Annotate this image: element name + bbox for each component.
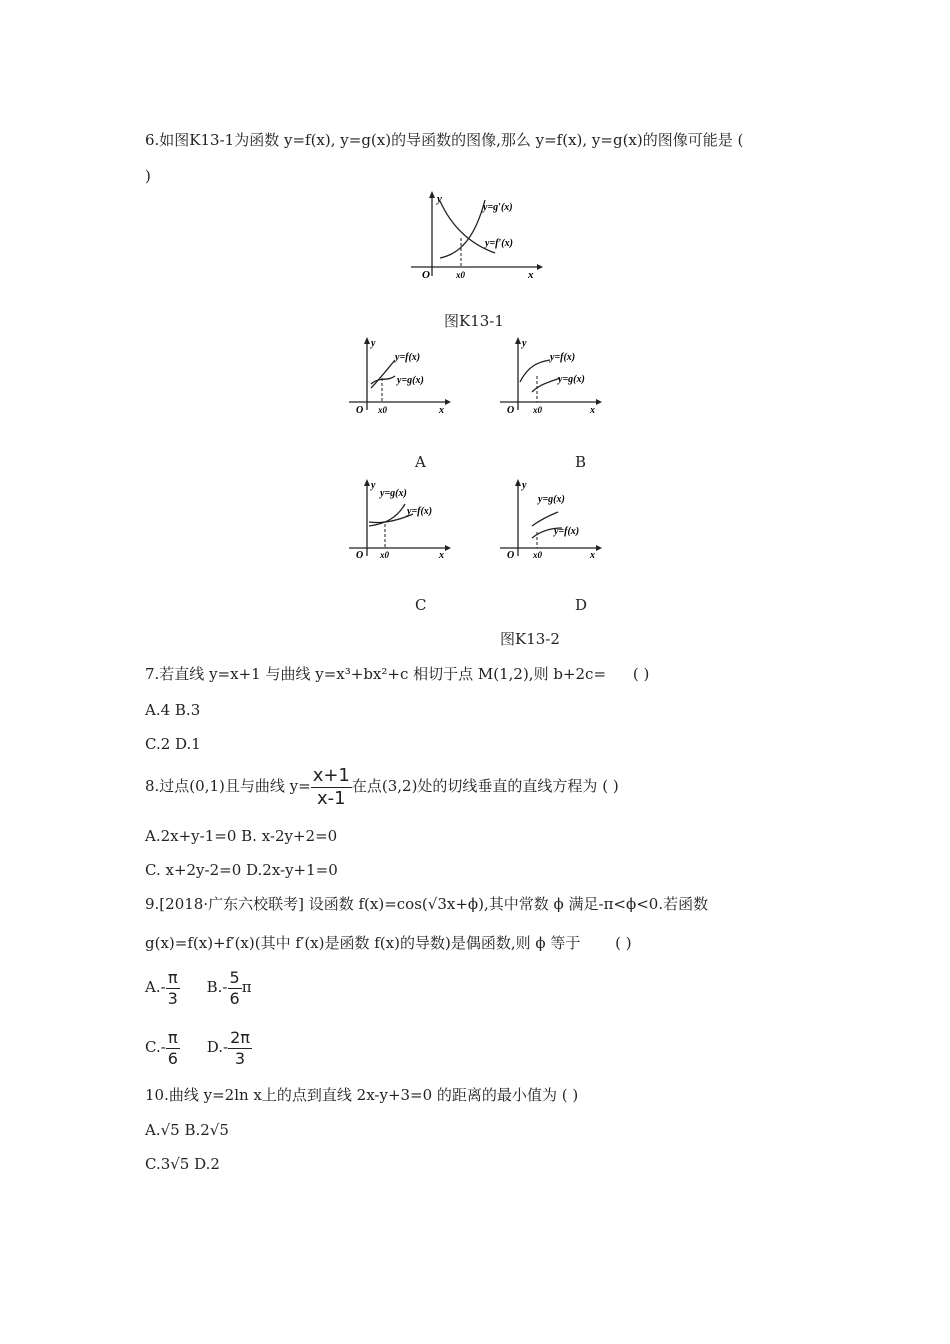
option-a-caption: A — [415, 453, 426, 471]
option-b-y-label: y — [522, 338, 527, 349]
option-c-x0-label: x0 — [380, 550, 389, 560]
q9-answer-paren: ( ) — [615, 934, 632, 952]
q9-option-c-den: 6 — [167, 1048, 178, 1068]
q9-option-b-fraction — [228, 968, 242, 1009]
q8-stem-part1: 8.过点(0,1)且与曲线 y= — [145, 777, 311, 795]
option-a-f-curve — [371, 360, 395, 388]
q10-options-row1: A.√5 B.2√5 — [145, 1121, 229, 1139]
option-c-y-label: y — [371, 480, 376, 491]
q8-frac-denominator: x-1 — [316, 787, 346, 809]
q7-answer-paren: ( ) — [632, 665, 650, 683]
option-b-x0-label: x0 — [533, 405, 542, 415]
q8-options-row2: C. x+2y-2=0 D.2x-y+1=0 — [145, 861, 338, 879]
option-c-bottom-label: y=f(x) — [407, 506, 433, 517]
option-b-bottom-label: y=g(x) — [558, 374, 585, 385]
q9-option-d-num: 2π — [230, 1027, 250, 1047]
option-b-caption: B — [575, 453, 587, 471]
q9-option-c-num: π — [166, 1028, 180, 1049]
q7-stem-text: 7.若直线 y=x+1 与曲线 y=x³+bx²+c 相切于点 M(1,2),则 b+2c= — [145, 665, 607, 683]
option-a-y-label: y — [371, 338, 376, 349]
option-b-x-label: x — [590, 405, 595, 416]
q9-option-a-den: 3 — [167, 988, 178, 1008]
fig2-caption: 图K13-2 — [500, 630, 560, 648]
q9-option-b-num: 5 — [229, 967, 240, 987]
q8-options-row1: A.2x+y-1=0 B. x-2y+2=0 — [145, 827, 338, 845]
option-d-y-label: y — [522, 480, 527, 491]
fig1-y-arrow — [429, 191, 435, 198]
option-d-g-curve — [532, 512, 558, 526]
option-c-origin-label: O — [356, 550, 364, 560]
option-b-graph — [496, 336, 606, 416]
option-c-graph — [345, 478, 455, 560]
q9-option-b-tail: π — [241, 978, 252, 996]
q7-options-row2: C.2 D.1 — [145, 735, 201, 753]
option-a-graph — [345, 336, 455, 416]
q7-options-row1: A.4 B.3 — [145, 701, 201, 719]
option-b-origin-label: O — [507, 405, 515, 416]
option-a-x-label: x — [439, 405, 444, 416]
option-c-top-label: y=g(x) — [380, 488, 407, 499]
option-d-top-label: y=g(x) — [538, 494, 565, 505]
q6-stem-line2: ) — [145, 167, 151, 185]
fig1-x-arrow — [537, 264, 543, 270]
option-b-top-label: y=f(x) — [550, 352, 576, 363]
q9-option-b-label: B.- — [206, 978, 228, 996]
fig1-y-label: y — [437, 193, 442, 205]
q10-stem: 10.曲线 y=2ln x上的点到直线 2x-y+3=0 的距离的最小值为 ( ) — [145, 1086, 579, 1104]
q9-options-row2 — [145, 1024, 252, 1070]
q9-option-d-fraction — [228, 1028, 252, 1069]
option-a-origin-label: O — [356, 405, 364, 416]
option-c-x-label: x — [439, 550, 444, 560]
q9-option-c-label: C.- — [145, 1038, 166, 1056]
fig1-origin-label: O — [422, 269, 430, 280]
q8-fraction — [311, 765, 352, 810]
q7-stem — [145, 664, 649, 684]
q8-frac-numerator: x+1 — [312, 764, 350, 786]
q9-option-d-den: 3 — [234, 1048, 246, 1068]
q9-stem-line2 — [145, 933, 632, 953]
q10-options-row2: C.3√5 D.2 — [145, 1155, 220, 1173]
option-b-f-curve — [520, 360, 550, 382]
option-a-bottom-label: y=g(x) — [397, 375, 424, 386]
option-c-caption: C — [415, 596, 427, 614]
q8-stem — [145, 764, 619, 810]
fig1-caption: 图K13-1 — [444, 312, 504, 330]
q9-options-row1 — [145, 964, 252, 1010]
option-d-caption: D — [575, 596, 588, 614]
option-d-graph — [496, 478, 606, 560]
option-d-x-label: x — [590, 550, 595, 560]
q9-option-b-den: 6 — [229, 988, 240, 1008]
option-a-g-curve — [371, 376, 395, 384]
q9-stem-line2-text: g(x)=f(x)+f′(x)(其中 f′(x)是函数 f(x)的导数)是偶函数,则 ϕ 等于 — [145, 934, 581, 952]
option-a-x0-label: x0 — [378, 405, 387, 415]
q9-option-c-fraction — [166, 1028, 180, 1069]
option-d-bottom-label: y=f(x) — [554, 526, 580, 537]
option-b-g-curve — [532, 378, 560, 392]
option-d-x0-label: x0 — [533, 550, 542, 560]
q9-option-a-label: A.- — [145, 978, 166, 996]
q9-option-a-fraction — [166, 968, 180, 1009]
q9-stem-line1: 9.[2018·广东六校联考] 设函数 f(x)=cos(√3x+ϕ),其中常数 ϕ 满足-π<ϕ<0.若函数 — [145, 895, 709, 913]
fig1-x0-label: x0 — [456, 270, 465, 280]
q6-stem-line1: 6.如图K13-1为函数 y=f(x), y=g(x)的导函数的图像,那么 y=f(x), y=g(x)的图像可能是 ( — [145, 131, 744, 149]
q9-option-a-num: π — [166, 968, 180, 989]
fig1-g-prime-label: y=g′(x) — [483, 202, 513, 213]
option-a-top-label: y=f(x) — [395, 352, 421, 363]
q8-stem-part2: 在点(3,2)处的切线垂直的直线方程为 ( ) — [351, 777, 619, 795]
figure-k13-1 — [405, 188, 545, 280]
fig1-g-prime-curve — [440, 200, 485, 258]
fig1-f-prime-label: y=f′(x) — [485, 238, 513, 249]
fig1-x-label: x — [528, 269, 534, 280]
q9-option-d-label: D.- — [206, 1038, 229, 1056]
option-d-origin-label: O — [507, 550, 515, 560]
